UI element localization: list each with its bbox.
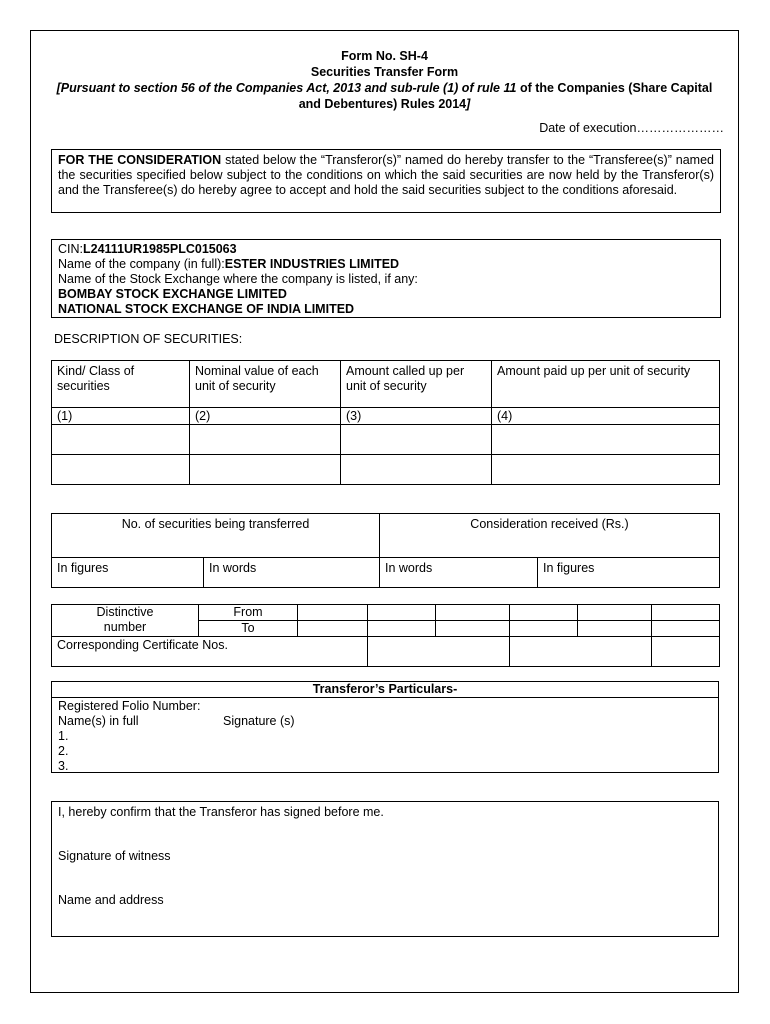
securities-number-row: [52, 408, 720, 425]
exchange-bse: BOMBAY STOCK EXCHANGE LIMITED: [58, 287, 287, 301]
consideration-received-header: Consideration received (Rs.): [380, 514, 720, 558]
from-field-2[interactable]: [368, 605, 436, 621]
company-box: [51, 239, 721, 318]
consideration-text: stated below the “Transferor(s)” named do hereby transfer to the “Transferee(s)” named the securities specified below subject to the conditions on which the said securities are now held by the Transferor(s) and the Transferee(s) do hereby agree to accept and hold the said securities subject to the conditions aforesaid.: [58, 153, 714, 197]
header-nominal-value: Nominal value of each unit of security: [190, 361, 341, 408]
header-amount-called: Amount called up per unit of security: [341, 361, 492, 408]
to-field-3[interactable]: [436, 621, 510, 637]
names-label: Name(s) in full: [58, 714, 139, 728]
to-label: To: [199, 621, 298, 637]
from-label: From: [199, 605, 298, 621]
witness-box: [51, 801, 719, 937]
securities-input-row-2: [52, 455, 720, 485]
folio-number-label[interactable]: Registered Folio Number:: [58, 699, 201, 713]
to-field-2[interactable]: [368, 621, 436, 637]
consideration-in-words-field[interactable]: In words: [380, 558, 538, 588]
header-kind-class: Kind/ Class of securities: [52, 361, 190, 408]
transferor-box: [51, 681, 719, 773]
amount-called-field-2[interactable]: [341, 455, 492, 485]
pursuant-italic: [Pursuant to section 56 of the Companies Act, 2013 and sub-rule (1) of rule 11: [56, 81, 517, 95]
names-signature-line: [58, 714, 712, 729]
witness-confirm: I, hereby confirm that the Transferor has signed before me.: [58, 805, 384, 819]
to-field-1[interactable]: [298, 621, 368, 637]
no-of-securities-header: No. of securities being transferred: [52, 514, 380, 558]
date-of-execution[interactable]: Date of execution…………………: [539, 121, 724, 135]
from-field-6[interactable]: [652, 605, 720, 621]
col-number-4: (4): [492, 408, 720, 425]
to-field-5[interactable]: [578, 621, 652, 637]
company-name-line: [58, 257, 714, 272]
form-header: [30, 48, 739, 112]
amount-paid-field-1[interactable]: [492, 425, 720, 455]
pursuant-close: ]: [466, 97, 471, 111]
securities-in-words-field[interactable]: In words: [204, 558, 380, 588]
from-field-3[interactable]: [436, 605, 510, 621]
transfer-table: [51, 513, 720, 588]
form-title: Securities Transfer Form: [310, 65, 459, 79]
pursuant-line-2: [30, 96, 739, 112]
transfer-input-row: [52, 558, 720, 588]
nominal-value-field-1[interactable]: [190, 425, 341, 455]
from-field-1[interactable]: [298, 605, 368, 621]
certificate-row: [52, 637, 720, 667]
transferor-item-3[interactable]: 3.: [58, 759, 69, 773]
securities-in-figures-field[interactable]: In figures: [52, 558, 204, 588]
nominal-value-field-2[interactable]: [190, 455, 341, 485]
from-row: [52, 605, 720, 621]
signature-label: Signature (s): [223, 714, 295, 728]
col-number-3: (3): [341, 408, 492, 425]
transfer-header-row: [52, 514, 720, 558]
securities-input-row-1: [52, 425, 720, 455]
amount-paid-field-2[interactable]: [492, 455, 720, 485]
from-field-4[interactable]: [510, 605, 578, 621]
company-name-value: ESTER INDUSTRIES LIMITED: [224, 257, 400, 271]
witness-signature[interactable]: Signature of witness: [58, 849, 171, 863]
to-field-4[interactable]: [510, 621, 578, 637]
certificate-field-3[interactable]: [652, 637, 720, 667]
distinctive-number-label: Distinctive number: [52, 605, 199, 637]
to-field-6[interactable]: [652, 621, 720, 637]
distinctive-table: [51, 604, 720, 667]
transferor-item-1[interactable]: 1.: [58, 729, 69, 743]
description-heading: DESCRIPTION OF SECURITIES:: [54, 332, 243, 346]
cin-value: L24111UR1985PLC015063: [83, 242, 237, 256]
consideration-box: [51, 149, 721, 213]
cin-line: [58, 242, 714, 257]
securities-header-row: [52, 361, 720, 408]
exchange-label: Name of the Stock Exchange where the company is listed, if any:: [58, 272, 418, 286]
exchange-nse: NATIONAL STOCK EXCHANGE OF INDIA LIMITED: [58, 302, 355, 316]
form-number: Form No. SH-4: [341, 49, 428, 63]
witness-name-address[interactable]: Name and address: [58, 893, 164, 907]
kind-class-field-2[interactable]: [52, 455, 190, 485]
transferor-heading: Transferor’s Particulars-: [52, 682, 718, 698]
header-amount-paid: Amount paid up per unit of security: [492, 361, 720, 408]
consideration-in-figures-field[interactable]: In figures: [538, 558, 720, 588]
certificate-label: Corresponding Certificate Nos.: [52, 637, 368, 667]
amount-called-field-1[interactable]: [341, 425, 492, 455]
company-name-label: Name of the company (in full):: [58, 257, 225, 271]
consideration-lead: FOR THE CONSIDERATION: [58, 153, 222, 167]
col-number-1: (1): [52, 408, 190, 425]
certificate-field-2[interactable]: [510, 637, 652, 667]
pursuant-rest: of the Companies (Share Capital: [516, 81, 713, 95]
transferor-item-2[interactable]: 2.: [58, 744, 69, 758]
certificate-field-1[interactable]: [368, 637, 510, 667]
securities-table: [51, 360, 720, 485]
pursuant-line: [30, 80, 739, 96]
col-number-2: (2): [190, 408, 341, 425]
pursuant-line2: and Debentures) Rules 2014: [298, 97, 467, 111]
from-field-5[interactable]: [578, 605, 652, 621]
cin-label: CIN:: [58, 242, 83, 256]
kind-class-field-1[interactable]: [52, 425, 190, 455]
